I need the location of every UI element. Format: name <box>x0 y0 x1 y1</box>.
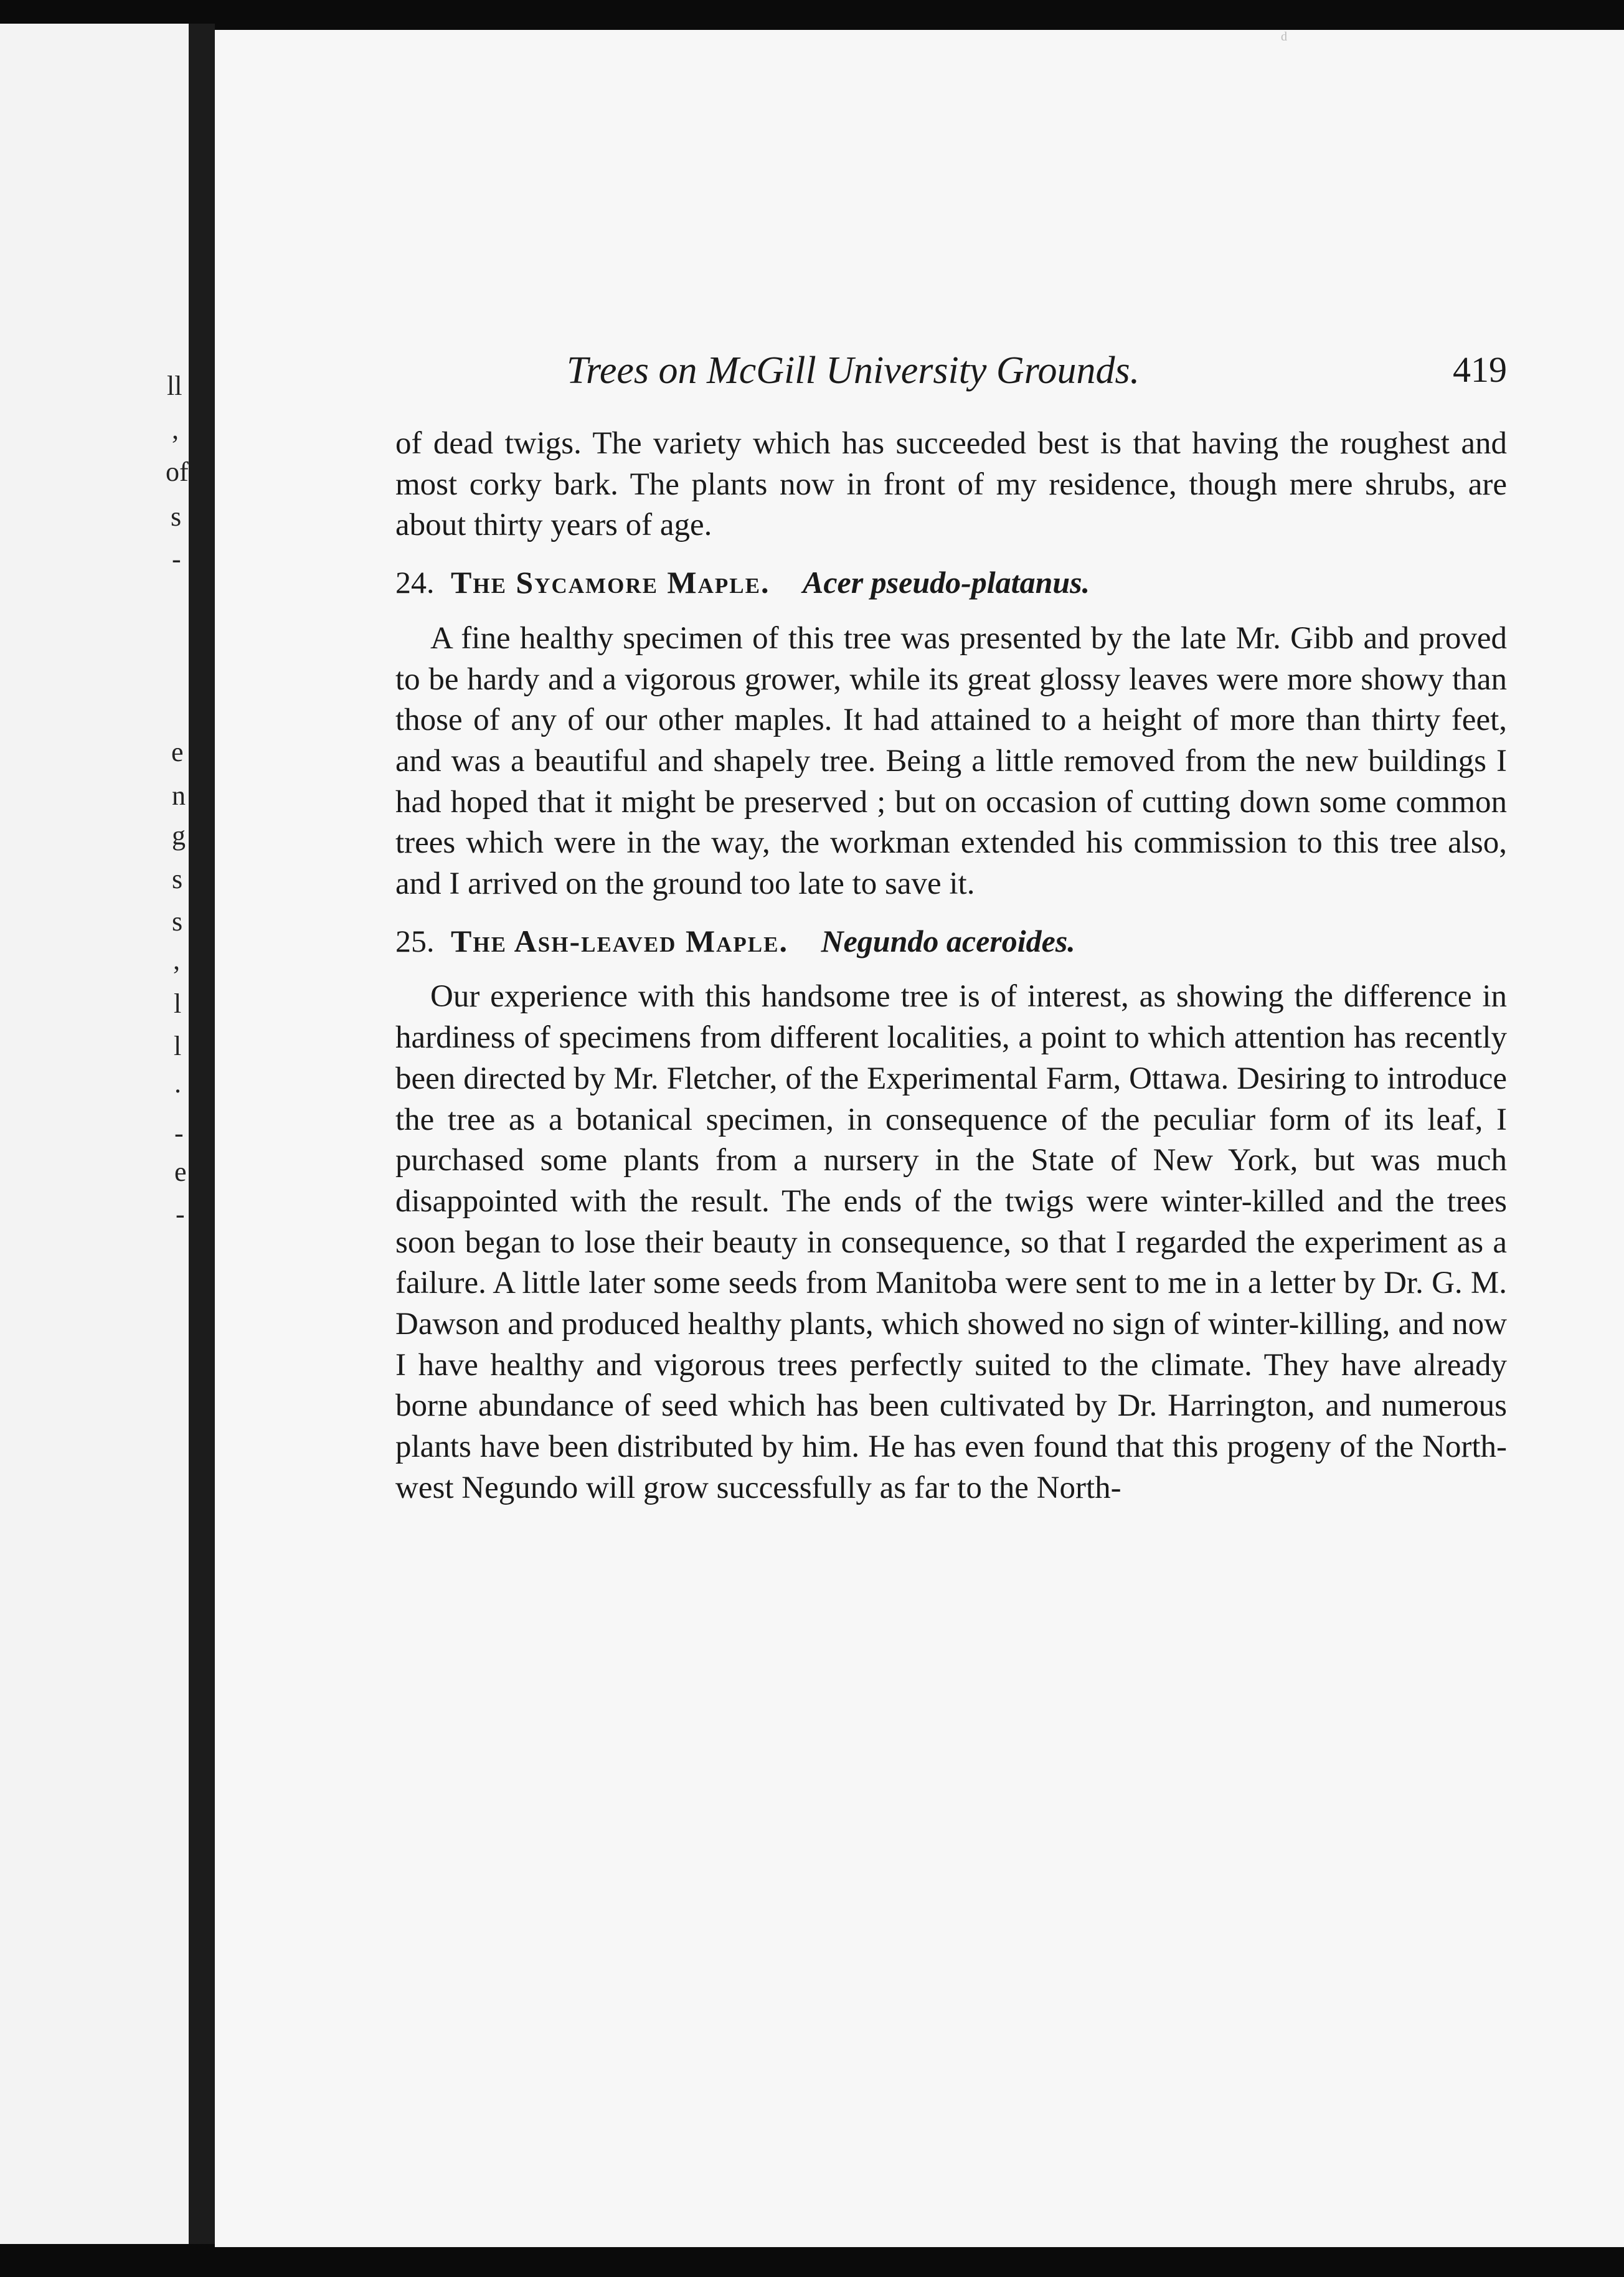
running-head-title: Trees on McGill University Grounds. <box>567 349 1140 392</box>
margin-fragment: - <box>172 544 181 574</box>
section-24-paragraph: A fine healthy specimen of this tree was presented by the late Mr. Gibb and proved to be hardy and a vigorous grower, while its great glossy leaves were more showy than those of any of our other maples. It had attained to a height of more than thirty feet, and was a beautiful and shapely tree. Being a little removed from the new buildings I had hoped that it might be preserved ; but on occasion of cutting down some common trees which were in the way, the workman extended his commission to this tree also, and I arrived on the ground too late to save it. <box>395 620 1507 902</box>
section-number: 25. <box>395 923 435 959</box>
margin-fragment: n <box>172 780 186 811</box>
margin-fragment: s <box>172 906 183 937</box>
margin-fragment: , <box>173 945 180 975</box>
margin-fragment: g <box>172 820 186 851</box>
book-gutter <box>189 24 215 2244</box>
section-heading-24 <box>395 562 1507 604</box>
margin-fragment: - <box>174 1118 184 1148</box>
section-latin-name: Negundo aceroides. <box>821 923 1075 959</box>
running-head <box>215 349 1507 392</box>
section-heading-25 <box>395 921 1507 962</box>
section-number: 24. <box>395 565 435 600</box>
margin-fragment: s <box>171 501 182 532</box>
margin-fragment: of <box>166 457 189 487</box>
margin-fragment: e <box>174 1157 187 1187</box>
section-latin-name: Acer pseudo-platanus. <box>802 565 1090 600</box>
book-page <box>215 30 1624 2247</box>
margin-fragment: , <box>172 414 179 445</box>
margin-fragment: l <box>174 988 182 1019</box>
margin-fragment: l <box>174 1031 182 1061</box>
scan-mark: d <box>1281 30 1287 44</box>
section-25-paragraph: Our experience with this handsome tree is of interest, as showing the difference in hardiness of specimens from different localities, a point to which attention has recently been directed by Mr. Fletcher, of the Experimental Farm, Ottawa. Desiring to introduce the tree as a botanical specimen, in consequence of the peculiar form of its leaf, I purchased some plants from a nursery in the State of New York, but was much disappointed with the result. The ends of the twigs were winter-killed and the trees soon began to lose their beauty in consequence, so that I regarded the experiment as a failure. A little later some seeds from Manitoba were sent to me in a letter by Dr. G. M. Dawson and produced healthy plants, which showed no sign of winter-killing, and now I have healthy and vigorous trees perfectly suited to the climate. They have already borne abundance of seed which has been cultivated by Dr. Harrington, and numerous plants have been distributed by him. He has even found that this progeny of the North-west Negundo will grow successfully as far to the North- <box>395 979 1507 1505</box>
page-body <box>395 424 1507 1509</box>
margin-fragment: - <box>176 1199 185 1229</box>
section-name: The Ash-leaved Maple. <box>451 923 788 959</box>
margin-fragment: e <box>171 737 184 767</box>
section-name: The Sycamore Maple. <box>451 565 770 600</box>
left-facing-page <box>0 24 189 2244</box>
margin-fragment: s <box>172 864 183 894</box>
page-number: 419 <box>1453 349 1507 390</box>
continuation-paragraph: of dead twigs. The variety which has succeeded best is that having the roughest and most corky bark. The plants now in front of my residence, though mere shrubs, are about thirty years of age. <box>395 426 1507 543</box>
margin-fragment: . <box>174 1068 181 1099</box>
margin-fragment: ll <box>167 371 182 401</box>
